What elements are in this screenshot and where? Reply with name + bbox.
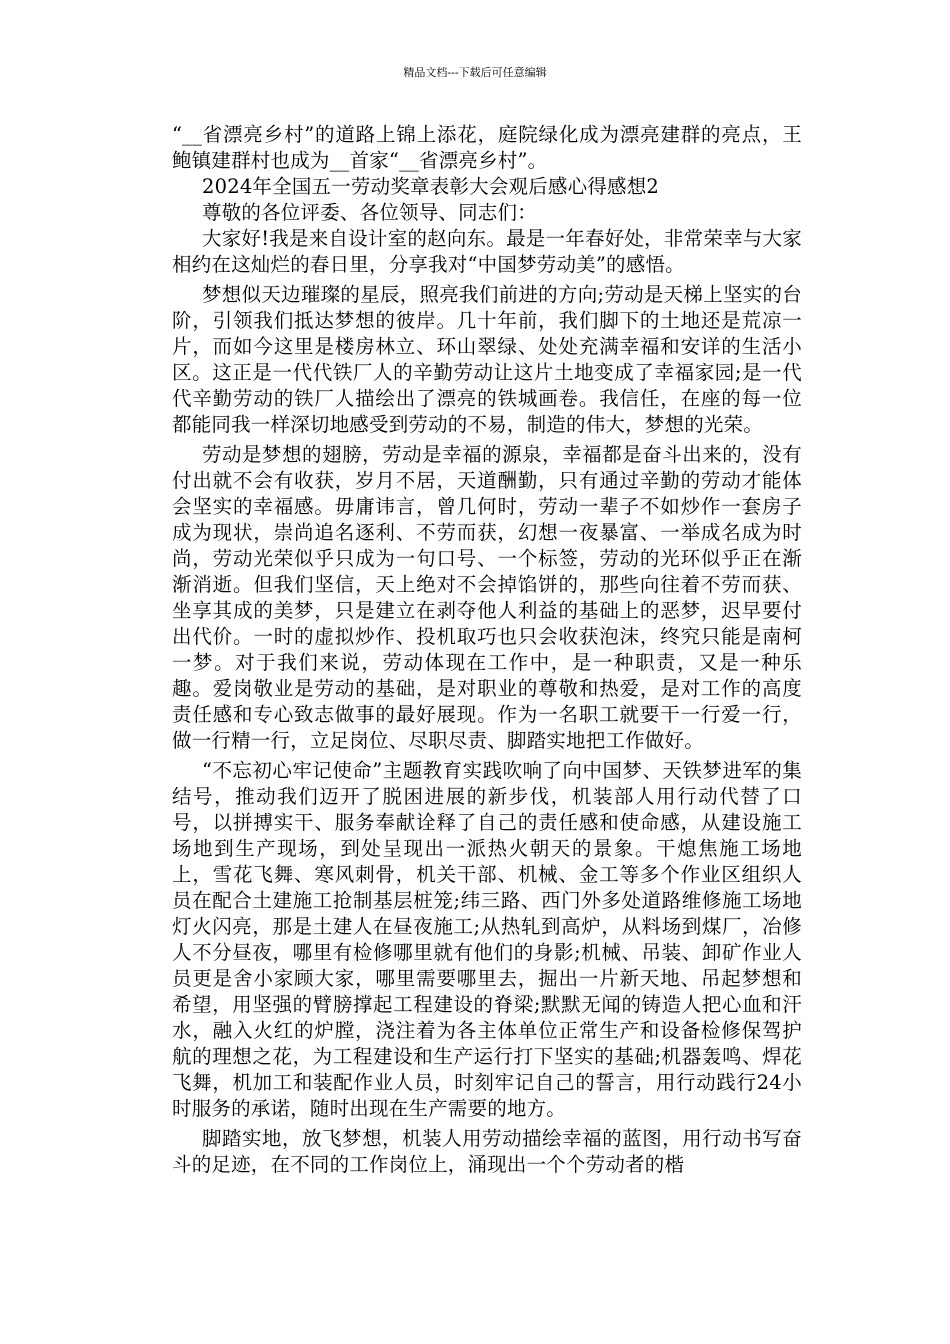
page-header: 精品文档---下载后可任意编辑 (403, 66, 547, 79)
paragraph-mission: “不忘初心牢记使命”主题教育实践吹响了向中国梦、天铁梦进军的集结号，推动我们迈开了脱困进展的新步伐，机装部人用行动代替了口号，以拼搏实干、服务奉献诠释了自己的责任感和使命感，从建设施工场地到生产现场，到处呈现出一派热火朝天的景象。干熄焦施工场地上，雪花飞舞、寒风刺骨，机关干部、机械、金工等多个作业区组织人员在配合土建施工抢制基层桩笼;纬三路、西门外多处道路维修施工场地灯火闪亮，那是土建人在昼夜施工;从热轧到高炉，从料场到煤厂，冶修人不分昼夜，哪里有检修哪里就有他们的身影;机械、吊装、卸矿作业人员更是舍小家顾大家，哪里需要哪里去，掘出一片新天地、吊起梦想和希望，用坚强的臂膀撑起工程建设的脊梁;默默无闻的铸造人把心血和汗水，融入火红的炉膛，浇注着为各主体单位正常生产和设备检修保驾护航的理想之花，为工程建设和生产运行打下坚实的基础;机器轰鸣、焊花飞舞，机加工和装配作业人员，时刻牢记自己的誓言，用行动践行24小时服务的承诺，随时出现在生产需要的地方。 (172, 759, 802, 1120)
salutation: 尊敬的各位评委、各位领导、同志们： (202, 201, 537, 224)
paragraph-closing: 脚踏实地，放飞梦想，机装人用劳动描绘幸福的蓝图，用行动书写奋斗的足迹，在不同的工作岗位上，涌现出一个个劳动者的楷 (172, 1127, 802, 1176)
section-title: 2024年全国五一劳动奖章表彰大会观后感心得感想2 (202, 175, 660, 198)
paragraph-continuation: “__省漂亮乡村”的道路上锦上添花，庭院绿化成为漂亮建群的亮点，王鲍镇建群村也成为__首家“__省漂亮乡村”。 (172, 123, 802, 172)
paragraph-dream: 梦想似天边璀璨的星辰，照亮我们前进的方向;劳动是天梯上坚实的台阶，引领我们抵达梦想的彼岸。几十年前，我们脚下的土地还是荒凉一片，而如今这里是楼房林立、环山翠绿、处处充满幸福和安详的生活小区。这正是一代代铁厂人的辛勤劳动让这片土地变成了幸福家园;是一代代辛勤劳动的铁厂人描绘出了漂亮的铁城画卷。我信任，在座的每一位都能同我一样深切地感受到劳动的不易，制造的伟大，梦想的光荣。 (172, 283, 802, 436)
paragraph-labor: 劳动是梦想的翅膀，劳动是幸福的源泉，幸福都是奋斗出来的，没有付出就不会有收获，岁月不居，天道酬勤，只有通过辛勤的劳动才能体会坚实的幸福感。毋庸讳言，曾几何时，劳动一辈子不如炒作一套房子成为现状，崇尚追名逐利、不劳而获，幻想一夜暴富、一举成名成为时尚，劳动光荣似乎只成为一句口号、一个标签，劳动的光环似乎正在渐渐消逝。但我们坚信，天上绝对不会掉馅饼的，那些向往着不劳而获、坐享其成的美梦，只是建立在剥夺他人利益的基础上的恶梦，迟早要付出代价。一时的虚拟炒作、投机取巧也只会收获泡沫，终究只能是南柯一梦。对于我们来说，劳动体现在工作中，是一种职责，又是一种乐趣。爱岗敬业是劳动的基础，是对职业的尊敬和热爱，是对工作的高度责任感和专心致志做事的最好展现。作为一名职工就要干一行爱一行，做一行精一行，立足岗位、尽职尽责、脚踏实地把工作做好。 (172, 443, 802, 752)
document-body (172, 122, 802, 1178)
paragraph-greeting: 大家好!我是来自设计室的赵向东。最是一年春好处，非常荣幸与大家相约在这灿烂的春日里，分享我对“中国梦劳动美”的感悟。 (172, 227, 802, 276)
